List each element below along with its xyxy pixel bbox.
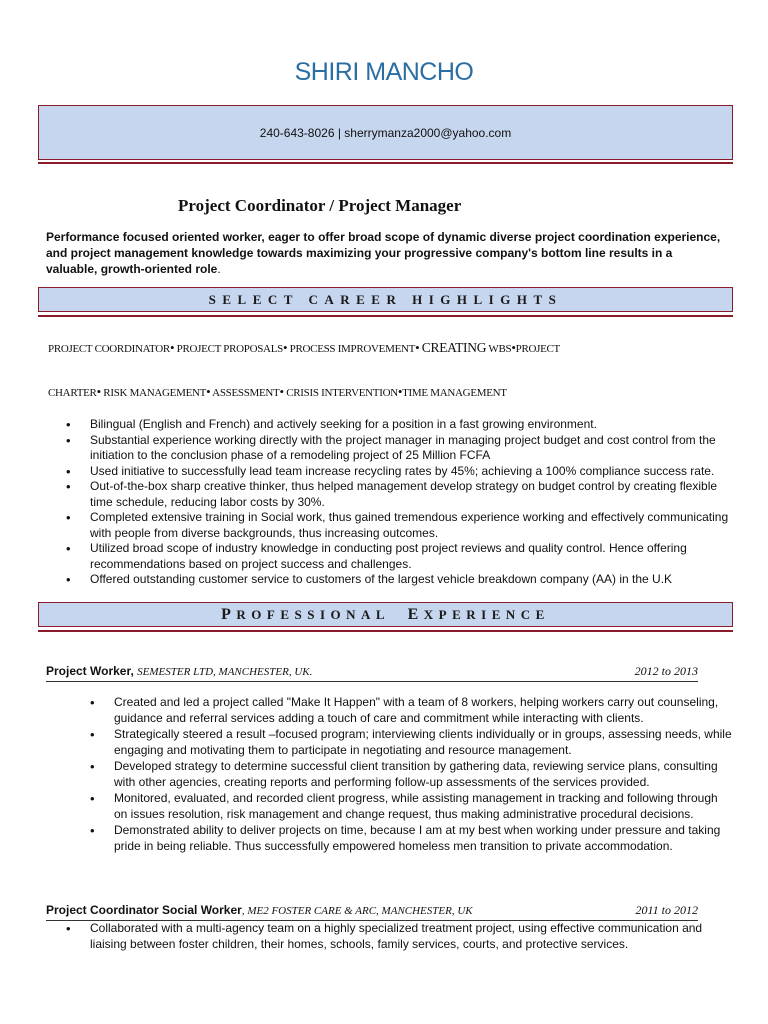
- bullet-dot: •: [96, 384, 101, 399]
- skill-item: TIME MANAGEMENT: [402, 387, 507, 399]
- skill-item: CRISIS INTERVENTION: [286, 387, 398, 399]
- contact-info: 240-643-8026 | sherrymanza2000@yahoo.com: [259, 125, 512, 140]
- skill-item: CHARTER: [48, 387, 97, 399]
- skills-line-1: [48, 340, 738, 356]
- summary-text: Performance focused oriented worker, eager to offer broad scope of dynamic diverse project coordination experience, and project management knowledge towards maximizing your progressive company's bottom line results in a valuable, growth-oriented role: [46, 230, 721, 276]
- job-duties-list: [64, 921, 734, 952]
- job-employer: , ME2 FOSTER CARE & ARC, MANCHESTER, UK: [241, 905, 473, 917]
- skill-item: PROJECT COORDINATOR: [48, 343, 170, 355]
- skill-item: PROJECT: [515, 343, 560, 355]
- list-item: • Developed strategy to determine successful client transition by gathering data, reviewing service plans, consulting with other agencies, creating reports and performing follow-up assessments of the services provided.: [88, 759, 733, 790]
- skill-item: ASSESSMENT: [212, 387, 280, 399]
- list-item: • Monitored, evaluated, and recorded client progress, while assisting management in tracking and following through on issues resolution, risk management and change request, thus making administrative procedural decisions.: [88, 791, 733, 822]
- contact-divider: [38, 162, 733, 164]
- title-rest: XPERIENCE: [423, 606, 550, 622]
- section-header-experience: [38, 602, 733, 627]
- list-item: • Strategically steered a result –focused program; interviewing clients individually or in groups, assessing needs, while engaging and motivating them to participate in negotiating and resource management.: [88, 727, 733, 758]
- list-item: • Used initiative to successfully lead team increase recycling rates by 45%; achieving a 100% compliance success rate.: [64, 464, 732, 480]
- bullet-dot: •: [397, 384, 403, 399]
- skill-item: WBS: [488, 343, 512, 355]
- list-item: • Offered outstanding customer service to customers of the largest vehicle breakdown company (AA) in the U.K: [64, 572, 732, 588]
- bullet-dot: •: [511, 340, 516, 355]
- bullet-dot: •: [282, 340, 288, 355]
- section-header-highlights: [38, 287, 733, 312]
- list-item: • Out-of-the-box sharp creative thinker, thus helped management develop strategy on budget control by creating flexible time schedule, reducing labor costs by 30%.: [64, 479, 732, 510]
- profile-summary: [46, 229, 726, 277]
- job-heading: [46, 664, 698, 682]
- skill-item: PROJECT PROPOSALS: [176, 343, 283, 355]
- target-role-heading: Project Coordinator / Project Manager: [178, 196, 462, 215]
- list-item: • Substantial experience working directly with the project manager in managing project budget and cost control from the initiation to the conclusion phase of a remodeling project of 25 Million FCFA: [64, 433, 732, 464]
- skill-item: CREATING: [421, 340, 487, 355]
- job-title: Project Coordinator Social Worker: [46, 903, 242, 917]
- list-item: • Utilized broad scope of industry knowledge in conducting post project reviews and quality control. Hence offering recommendations based on project success and challenges.: [64, 541, 732, 572]
- highlights-divider: [38, 315, 733, 317]
- bullet-dot: •: [415, 340, 420, 355]
- skill-item: PROCESS IMPROVEMENT: [289, 343, 416, 355]
- section-title-experience: [221, 606, 550, 624]
- job-dates: 2011 to 2012: [635, 903, 698, 917]
- list-item: • Completed extensive training in Social work, thus gained tremendous experience working and effectively communicating with people from diverse backgrounds, thus increasing outcomes.: [64, 510, 732, 541]
- job-dates: 2012 to 2013: [634, 664, 698, 678]
- job-title: Project Worker,: [46, 664, 134, 678]
- candidate-name: SHIRI MANCHO: [294, 58, 474, 86]
- title-initial: P: [221, 605, 237, 623]
- job-employer: SEMESTER LTD, MANCHESTER, UK.: [137, 666, 313, 678]
- list-item: • Collaborated with a multi-agency team on a highly specialized treatment project, using effective communication and liaising between foster children, their homes, schools, family services, courts, and protective services.: [64, 921, 734, 952]
- section-title-highlights: SELECT CAREER HIGHLIGHTS: [208, 291, 563, 307]
- skills-line-2: [48, 384, 738, 400]
- job-heading: [46, 903, 698, 921]
- summary-period: .: [217, 262, 221, 276]
- list-item: • Created and led a project called "Make It Happen" with a team of 8 workers, helping workers carry out counseling, guidance and referral services adding a touch of care and commitment while interacting with clients.: [88, 695, 733, 726]
- bullet-dot: •: [206, 384, 211, 399]
- list-item: • Bilingual (English and French) and actively seeking for a position in a fast growing environment.: [64, 417, 732, 433]
- experience-divider: [38, 630, 733, 632]
- bullet-dot: •: [279, 384, 284, 399]
- title-initial: E: [407, 605, 424, 623]
- job-duties-list: [88, 695, 733, 855]
- skill-item: RISK MANAGEMENT: [103, 387, 207, 399]
- list-item: • Demonstrated ability to deliver projects on time, because I am at my best when working under pressure and taking pride in being reliable. Thus successfully empowered homeless men transition to private accommodation.: [88, 823, 733, 854]
- highlights-list: [64, 417, 732, 588]
- bullet-dot: •: [169, 340, 175, 355]
- contact-box: [38, 105, 733, 160]
- title-rest: ROFESSIONAL: [236, 606, 391, 622]
